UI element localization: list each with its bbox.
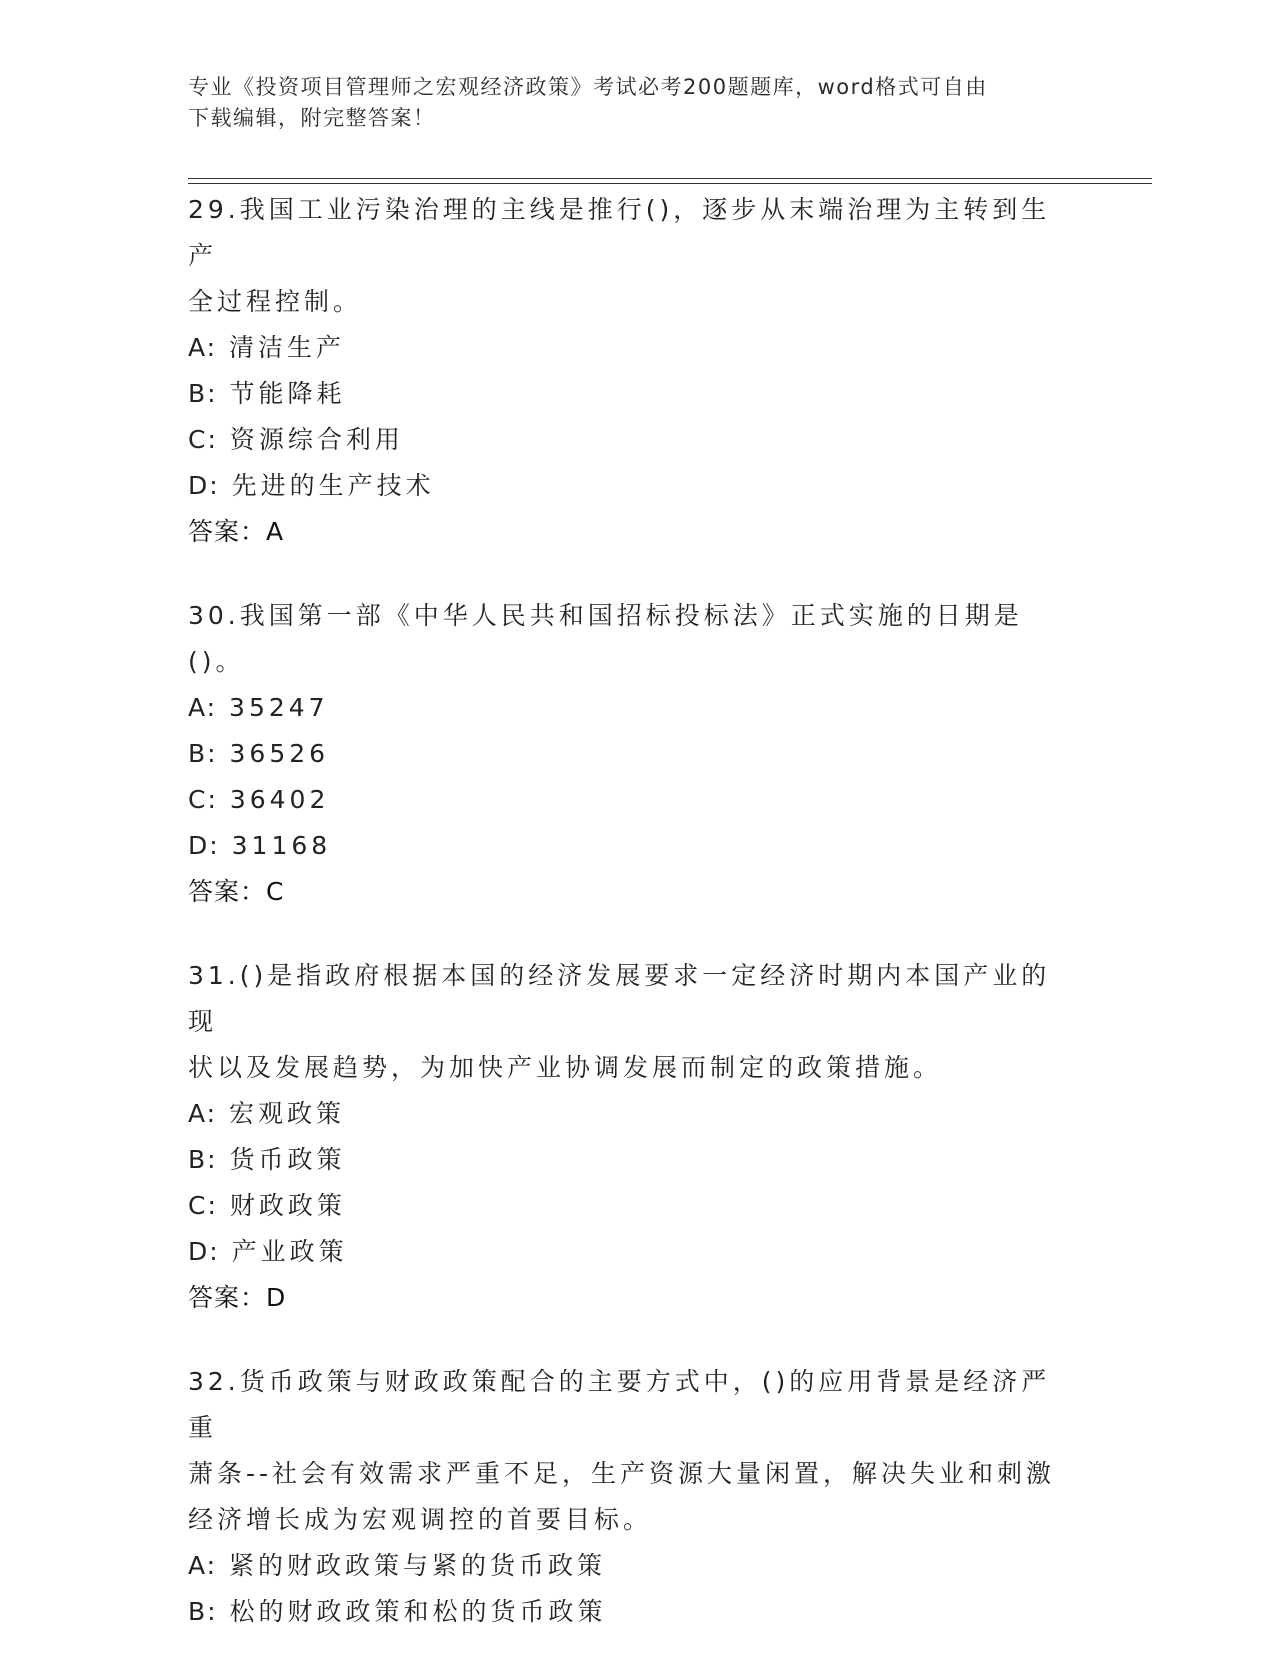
option-text: 35247 [229, 693, 329, 722]
option-letter: A: [188, 333, 218, 362]
option-d [188, 463, 1078, 509]
header-line-1: 专业《投资项目管理师之宏观经济政策》考试必考200题题库，word格式可自由 [188, 75, 988, 99]
option-text: 紧的财政政策与紧的货币政策 [229, 1551, 607, 1580]
option-a [188, 1543, 1078, 1589]
question-stem: 29.我国工业污染治理的主线是推行()，逐步从末端治理为主转到生产 [188, 195, 1051, 270]
option-d [188, 823, 1078, 869]
option-letter: A: [188, 1551, 218, 1580]
answer-line: 答案：A [188, 517, 285, 546]
question-stem: 状以及发展趋势，为加快产业协调发展而制定的政策措施。 [188, 1053, 943, 1082]
option-b [188, 1137, 1078, 1183]
question-32 [188, 1359, 1078, 1635]
option-letter: B: [188, 1145, 218, 1174]
answer-line: 答案：D [188, 1283, 287, 1312]
option-letter: B: [188, 739, 218, 768]
document-header [188, 72, 1088, 134]
option-letter: D: [188, 1237, 220, 1266]
answer-line: 答案：C [188, 877, 285, 906]
option-text: 清洁生产 [229, 333, 346, 362]
option-b [188, 1589, 1078, 1635]
header-divider-top [188, 178, 1152, 179]
option-c [188, 1183, 1078, 1229]
option-a [188, 1091, 1078, 1137]
option-letter: A: [188, 1099, 218, 1128]
option-d [188, 1229, 1078, 1275]
option-text: 先进的生产技术 [231, 471, 435, 500]
question-list [188, 187, 1078, 1673]
question-30 [188, 593, 1078, 915]
option-letter: A: [188, 693, 218, 722]
option-letter: C: [188, 785, 218, 814]
option-text: 宏观政策 [229, 1099, 346, 1128]
option-letter: C: [188, 425, 218, 454]
question-29 [188, 187, 1078, 555]
question-stem: 31.()是指政府根据本国的经济发展要求一定经济时期内本国产业的现 [188, 961, 1051, 1036]
header-line-2: 下载编辑，附完整答案！ [188, 106, 436, 130]
option-letter: B: [188, 1597, 218, 1626]
option-b [188, 371, 1078, 417]
option-text: 财政政策 [229, 1191, 346, 1220]
option-text: 31168 [231, 831, 332, 860]
question-stem: 32.货币政策与财政政策配合的主要方式中，()的应用背景是经济严重 [188, 1367, 1051, 1442]
option-text: 产业政策 [231, 1237, 348, 1266]
option-text: 节能降耗 [229, 379, 346, 408]
question-stem: 30.我国第一部《中华人民共和国招标投标法》正式实施的日期是()。 [188, 601, 1023, 676]
option-a [188, 325, 1078, 371]
option-c [188, 417, 1078, 463]
option-letter: D: [188, 471, 220, 500]
option-text: 36526 [229, 739, 330, 768]
question-stem: 萧条--社会有效需求严重不足，生产资源大量闲置，解决失业和刺激 [188, 1459, 1056, 1488]
option-letter: D: [188, 831, 220, 860]
question-stem: 全过程控制。 [188, 287, 363, 316]
question-stem: 经济增长成为宏观调控的首要目标。 [188, 1505, 653, 1534]
option-text: 36402 [229, 785, 330, 814]
option-a [188, 685, 1078, 731]
option-text: 松的财政政策和松的货币政策 [229, 1597, 607, 1626]
option-letter: B: [188, 379, 218, 408]
option-b [188, 731, 1078, 777]
option-text: 资源综合利用 [229, 425, 404, 454]
option-text: 货币政策 [229, 1145, 346, 1174]
option-c [188, 777, 1078, 823]
option-letter: C: [188, 1191, 218, 1220]
question-31 [188, 953, 1078, 1321]
header-divider-bottom [188, 183, 1152, 184]
